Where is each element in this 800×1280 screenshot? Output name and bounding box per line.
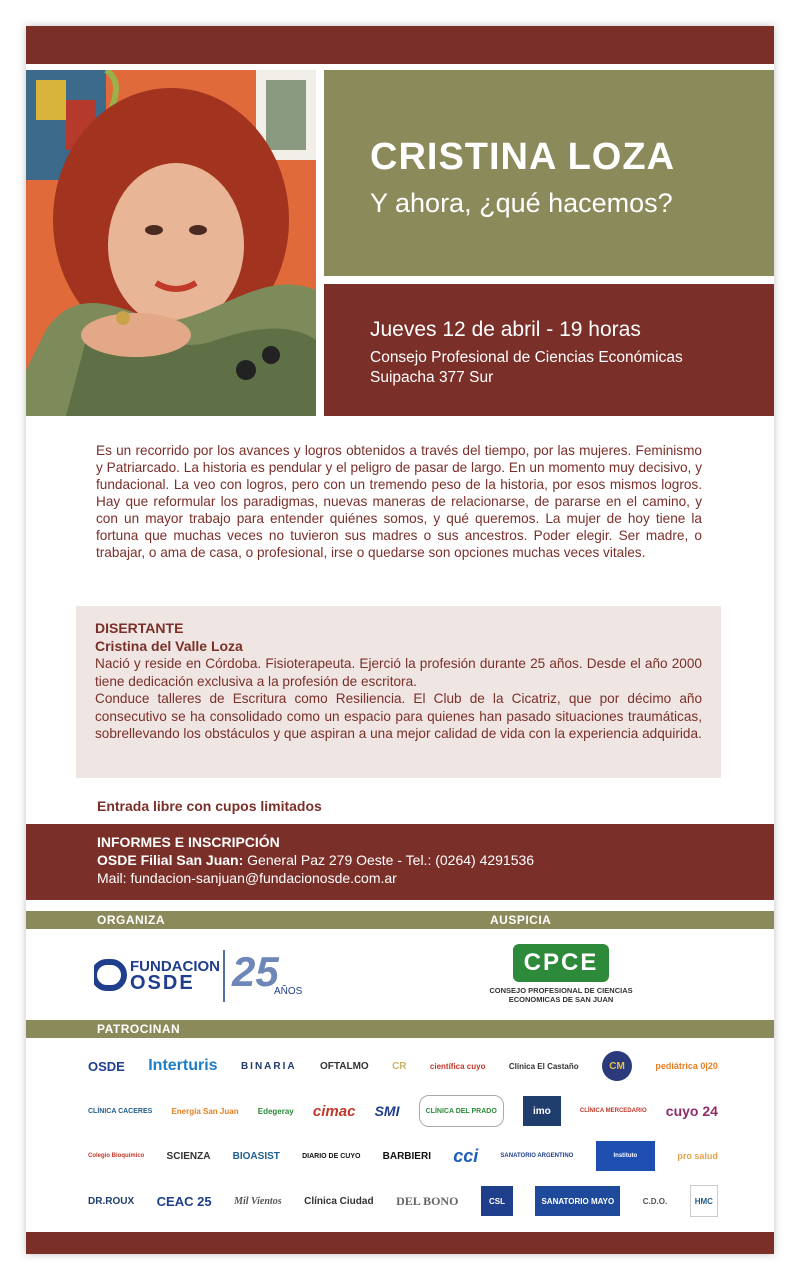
sponsor-logo: SMI bbox=[374, 1103, 400, 1119]
anniversary-number: 25 bbox=[232, 948, 279, 995]
sponsor-logo: CR bbox=[392, 1060, 407, 1072]
sponsor-logo: Colegio Bioquímico bbox=[88, 1153, 145, 1159]
sponsor-logo: BARBIERI bbox=[382, 1150, 431, 1162]
sponsor-logo: C.D.O. bbox=[642, 1196, 668, 1206]
talk-description: Es un recorrido por los avances y logros obtenidos a través del tiempo, por las mujeres. Feminismo y Patriarcado. La historia es pendular y el peligro de pasar de largo. En un momento muy decisivo, y fundacional. La veo con logros, pero con un tremendo peso de la historia, por esos mismos logros. Hay que reformular los paradigmas, nuevas maneras de relacionarse, de pararse en el camino, y con un mayor trabajo para entender quiénes somos, y qué queremos. La mujer de hoy tiene la fortuna que muchas veces no tuvieron sus madres o sus ancestros. Poder elegir. Ser madre, o trabajar, o ama de casa, o profesional, irse o quedarse son opciones muchas veces vitales. bbox=[96, 443, 702, 560]
speaker-bio-2: Conduce talleres de Escritura como Resiliencia. El Club de la Cicatriz, que por décimo año consecutivo se ha consolidado como un espacio para quienes han pasado situaciones traumáticas, sobrellevando los obstáculos y que aspiran a una mejor calidad de vida con la experiencia adquirida. bbox=[95, 691, 702, 741]
speaker-full-name: Cristina del Valle Loza bbox=[95, 637, 243, 654]
speaker-photo bbox=[26, 70, 316, 416]
sponsor-logo: CEAC 25 bbox=[156, 1193, 212, 1209]
sponsor-logo: Mil Vientos bbox=[234, 1195, 282, 1207]
talk-title: Y ahora, ¿qué hacemos? bbox=[370, 188, 673, 218]
sponsor-logo: cuyo 24 bbox=[665, 1103, 718, 1119]
sponsor-logo: Energía San Juan bbox=[171, 1106, 239, 1116]
fundacion-osde-logo bbox=[94, 944, 314, 1004]
sponsor-logo: cci bbox=[453, 1145, 479, 1166]
sponsor-row-4 bbox=[88, 1183, 718, 1219]
sponsor-logo: Clínica Ciudad bbox=[304, 1195, 374, 1207]
info-panel bbox=[26, 824, 774, 900]
sponsor-logo: CM bbox=[602, 1051, 632, 1081]
organiza-bar bbox=[26, 911, 774, 929]
cpce-mark: CPCE bbox=[513, 944, 609, 982]
sponsor-logo: científica cuyo bbox=[429, 1061, 486, 1071]
org-line1: FUNDACION bbox=[130, 958, 220, 975]
date-panel bbox=[324, 284, 774, 416]
sponsor-logo: CLÍNICA CACERES bbox=[88, 1107, 153, 1115]
patrocinan-bar bbox=[26, 1020, 774, 1038]
branch-address: General Paz 279 Oeste - Tel.: (0264) 4291536 bbox=[243, 852, 535, 868]
org-line2: OSDE bbox=[130, 972, 195, 994]
sponsor-logo: DEL BONO bbox=[396, 1193, 459, 1208]
sponsor-logo: OSDE bbox=[88, 1058, 125, 1074]
sponsor-logo: HMC bbox=[690, 1185, 718, 1217]
sponsor-logo: CLÍNICA MERCEDARIO bbox=[579, 1108, 647, 1114]
venue-address: Suipacha 377 Sur bbox=[370, 369, 494, 386]
entry-note: Entrada libre con cupos limitados bbox=[97, 798, 322, 814]
sponsor-logo: imo bbox=[523, 1096, 561, 1126]
sponsor-logo: Interturis bbox=[148, 1057, 218, 1074]
speaker-name: CRISTINA LOZA bbox=[370, 136, 676, 178]
branch-label: OSDE Filial San Juan: bbox=[97, 852, 244, 868]
auspicia-label: AUSPICIA bbox=[490, 913, 552, 927]
sponsor-row-3 bbox=[88, 1138, 718, 1174]
sponsor-logo: pediátrica 0|20 bbox=[655, 1061, 718, 1071]
sponsor-logo: SCIENZA bbox=[166, 1150, 211, 1162]
sponsor-logo: SANATORIO ARGENTINO bbox=[500, 1153, 574, 1159]
portrait-image bbox=[26, 70, 316, 416]
event-venue bbox=[370, 348, 683, 388]
sponsor-logo: BINARIA bbox=[240, 1060, 297, 1072]
sponsor-logo: OFTALMO bbox=[319, 1060, 369, 1072]
sponsor-row-1 bbox=[88, 1048, 718, 1084]
anniversary-word: AÑOS bbox=[274, 986, 303, 997]
sponsor-logo: cimac bbox=[312, 1102, 356, 1120]
cpce-caption-2: ECONOMICAS DE SAN JUAN bbox=[508, 995, 614, 1004]
sponsor-logo: Instituto bbox=[596, 1141, 656, 1171]
cpce-caption-1: CONSEJO PROFESIONAL DE CIENCIAS bbox=[489, 986, 633, 995]
bottom-bar bbox=[26, 1232, 774, 1254]
title-panel bbox=[324, 70, 774, 276]
event-date: Jueves 12 de abril - 19 horas bbox=[370, 318, 641, 341]
sponsor-logo: Clínica El Castaño bbox=[508, 1061, 579, 1071]
speaker-bio-1: Nació y reside en Córdoba. Fisioterapeuta. Ejerció la profesión durante 25 años. Desde el año 2000 tiene dedicación exclusiva a la profesión de escritora. bbox=[95, 656, 702, 689]
info-branch bbox=[97, 851, 534, 869]
flyer bbox=[26, 26, 774, 1254]
sponsor-logo: CLÍNICA DEL PRADO bbox=[419, 1095, 504, 1127]
speaker-panel bbox=[76, 606, 721, 778]
sponsor-logo: DR.ROUX bbox=[88, 1195, 135, 1207]
speaker-heading: DISERTANTE bbox=[95, 620, 184, 636]
sponsor-logo: Edegeray bbox=[257, 1106, 294, 1116]
info-heading: INFORMES E INSCRIPCIÓN bbox=[97, 834, 280, 850]
patrocinan-label: PATROCINAN bbox=[97, 1022, 181, 1036]
sponsor-logo: BIOASIST bbox=[232, 1150, 280, 1162]
sponsor-logo: DIARIO DE CUYO bbox=[302, 1152, 361, 1160]
organiza-label: ORGANIZA bbox=[97, 913, 165, 927]
sponsor-logo: CSL bbox=[481, 1186, 513, 1216]
venue-name: Consejo Profesional de Ciencias Económicas bbox=[370, 349, 683, 366]
top-bar bbox=[26, 26, 774, 64]
cpce-logo bbox=[486, 942, 636, 1012]
sponsor-logo: SANATORIO MAYO bbox=[535, 1186, 620, 1216]
sponsor-grid bbox=[88, 1048, 718, 1228]
info-mail[interactable]: Mail: fundacion-sanjuan@fundacionosde.com.ar bbox=[97, 870, 397, 886]
sponsor-logo: pro salud bbox=[677, 1151, 718, 1161]
sponsor-row-2 bbox=[88, 1093, 718, 1129]
